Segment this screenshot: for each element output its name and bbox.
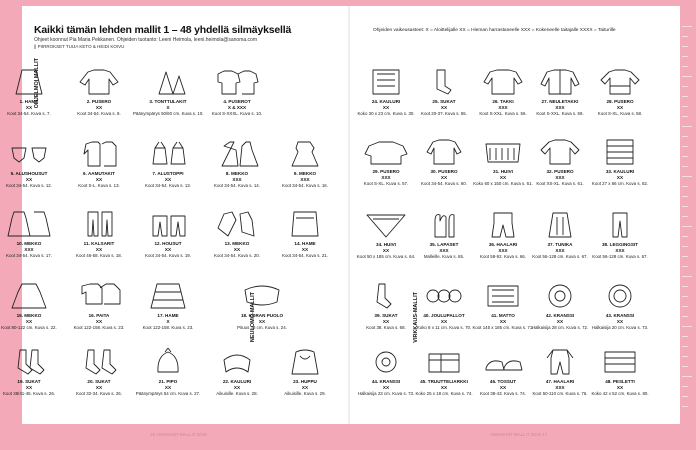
ruler-tick (682, 336, 688, 337)
garment-sketch (145, 140, 191, 168)
garment-sketch (214, 140, 260, 168)
section-label-neulo: NEULOMO-MALLIT (250, 292, 256, 343)
illustration-credit: || PIIRROKSET TUIJA KETO & HEIDI KOIVU (34, 44, 125, 49)
size-info: Koot 34-54. Kuva s. 21. (282, 252, 328, 258)
difficulty-level: XX (440, 319, 448, 324)
garment-sketch (6, 282, 52, 310)
garment-sketch (76, 348, 122, 376)
pattern-item (585, 138, 655, 187)
garment-sketch (145, 282, 191, 310)
size-info: Koot 34-54. Kuva s. 16. (282, 182, 328, 188)
difficulty-level: XX (616, 319, 624, 324)
pattern-name: 25. SUKAT (432, 99, 456, 104)
pattern-item (64, 210, 134, 259)
size-info: Koot S-XXL. Kuva s. 56. (479, 110, 527, 116)
difficulty-level: XXX (439, 248, 449, 253)
difficulty-level: XXX (381, 175, 391, 180)
difficulty-level: XX (382, 105, 390, 110)
garment-sketch (214, 348, 260, 376)
ruler-tick (682, 106, 688, 107)
garment-sketch (145, 348, 191, 376)
pattern-name: 21. PIPO (158, 379, 178, 384)
pattern-name: 22. KAULURI (222, 379, 252, 384)
pattern-name: 10. MEKKO (16, 241, 42, 246)
ruler-tick (682, 246, 688, 247)
difficulty-level: XX (616, 105, 624, 110)
difficulty-level: XXX (615, 248, 625, 253)
difficulty-level: XX (499, 175, 507, 180)
difficulty-level: XX (25, 105, 33, 110)
pattern-name: 17. HAME (157, 313, 179, 318)
pattern-name: 39. SUKAT (374, 313, 398, 318)
pattern-name: 40. JOULUPALLOT (423, 313, 465, 318)
pattern-name: 36. HAALARI (488, 242, 518, 247)
garment-sketch (145, 210, 191, 238)
page-ruler (682, 26, 694, 406)
section-label-virkkaa: VIRKKAUS-MALLIT (413, 292, 419, 343)
difficulty-level: XX (258, 319, 266, 324)
pattern-name: 34. HUIVI (376, 242, 396, 247)
size-info: Koot 32-34. Kuva s. 26. (76, 390, 122, 396)
difficulty-level: XX (382, 385, 390, 390)
ruler-tick (682, 86, 688, 87)
size-info: Koot 34-54. Kuva s. 7. (7, 110, 51, 116)
garment-sketch (597, 68, 643, 96)
pattern-name: 3. TONTTULAKIT (149, 99, 187, 104)
pattern-name: 47. HAALARI (545, 379, 575, 384)
garment-sketch (363, 211, 409, 239)
ruler-tick (682, 176, 692, 177)
difficulty-level: XX (301, 247, 309, 252)
difficulty-level: XXX (232, 177, 242, 182)
difficulty-level: XX (382, 248, 390, 253)
difficulty-level: XX (25, 319, 33, 324)
pattern-item (64, 68, 134, 117)
page-footer-right: ANNAKNIT MALLIT 2019 17 (490, 432, 548, 437)
ruler-tick (682, 136, 688, 137)
size-info: Aikuisille. Kuva s. 28. (216, 390, 258, 396)
size-info: Päänympärys 50/60 cm. Kuva s. 10. (133, 110, 204, 116)
pattern-name: 16. PAITA (88, 313, 110, 318)
difficulty-level: X (166, 105, 170, 110)
garment-sketch (363, 348, 409, 376)
difficulty-level: XX (164, 385, 172, 390)
garment-sketch (421, 68, 467, 96)
size-info: Koko 8 x 11 cm. Kuva s. 70. (416, 324, 472, 330)
size-info: Koot 34-54. Kuva s. 14. (214, 182, 260, 188)
ruler-tick (682, 366, 688, 367)
pattern-name: 20. SUKAT (87, 379, 111, 384)
size-info: Koot S-XL. Kuva s. 57. (363, 180, 409, 186)
pattern-name: 27. NEULETAKKI (541, 99, 579, 104)
pattern-item (0, 140, 64, 189)
difficulty-level: XX (440, 105, 448, 110)
pattern-name: 28. PUSERO (606, 99, 634, 104)
size-info: Koot 80-122 cm. Kuva s. 22. (1, 324, 57, 330)
difficulty-level: XX (499, 385, 507, 390)
size-info: Koot XS-XL. Kuva s. 61. (536, 180, 584, 186)
page-title: Kaikki tämän lehden mallit 1 – 48 yhdellä silmäyksellä (34, 24, 292, 36)
pattern-name: 29. PUSERO (372, 169, 400, 174)
pattern-name: 13. MEKKO (224, 241, 250, 246)
pattern-name: 14. HAME (294, 241, 316, 246)
ruler-tick (682, 66, 688, 67)
pattern-name: 18. KORAN PUOLO (240, 313, 284, 318)
difficulty-level: XX (164, 247, 172, 252)
ruler-tick (682, 216, 688, 217)
difficulty-level: XX (95, 319, 103, 324)
pattern-item (133, 68, 203, 117)
garment-sketch (480, 138, 526, 166)
garment-sketch (214, 210, 260, 238)
pattern-name: 9. MEKKO (293, 171, 317, 176)
pattern-item (133, 210, 203, 259)
garment-sketch (6, 140, 52, 168)
garment-sketch (537, 211, 583, 239)
ruler-tick (682, 166, 688, 167)
garment-sketch (282, 210, 328, 238)
size-info: Pituus 38 cm. Kuva s. 24. (237, 324, 287, 330)
pattern-item (202, 140, 272, 189)
ruler-tick (682, 236, 688, 237)
ruler-tick (682, 96, 688, 97)
pattern-name: 6. AAMUTAKIT (83, 171, 115, 176)
size-info: Koot 34-54. Kuva s. 13. (145, 182, 191, 188)
page-footer-left: 16 ANNAKNIT MALLIT 2019 (150, 432, 207, 437)
pattern-name: 43. KRANSSI (605, 313, 635, 318)
ruler-tick (682, 286, 688, 287)
pattern-item (202, 210, 272, 259)
size-info: Koot 56-128 cm. Kuva s. 67. (532, 253, 588, 259)
size-info: Koot 50 x 185 cm. Kuva s. 64. (356, 253, 416, 259)
size-info: Koot 38-43. Kuva s. 74. (480, 390, 526, 396)
pattern-name: 19. SUKAT (17, 379, 41, 384)
size-info: Koko 42 x 52 cm. Kuva s. 80. (591, 390, 649, 396)
pattern-name: 37. TUNIKA (547, 242, 573, 247)
difficulty-level: XXX (300, 177, 310, 182)
pattern-item (0, 68, 64, 117)
ruler-tick (682, 26, 692, 27)
pattern-name: 26. TAKKI (492, 99, 514, 104)
difficulty-level: XX (616, 175, 624, 180)
size-info: Halkaisija 20 cm. Kuva s. 73. (591, 324, 649, 330)
ruler-tick (682, 186, 688, 187)
difficulty-level: XX (164, 177, 172, 182)
pattern-item (202, 348, 272, 397)
size-info: Koot 34-54. Kuva s. 20. (214, 252, 260, 258)
section-label-ohjelmoi: OHJELMOI MALLIT (34, 58, 40, 109)
pattern-name: 23. HUPPU (293, 379, 317, 384)
difficulty-level: XXX (24, 247, 34, 252)
pattern-name: 4. PUSEROT (223, 99, 251, 104)
pattern-name: 5. ALUSHOUSUT (10, 171, 48, 176)
ruler-tick (682, 156, 688, 157)
pattern-item (0, 210, 64, 259)
difficulty-level: XX (616, 385, 624, 390)
size-info: Koot S-XL. Kuva s. 58. (597, 110, 643, 116)
garment-sketch (363, 138, 409, 166)
difficulty-level: X & XXX (227, 105, 247, 110)
difficulty-level: XXX (498, 248, 508, 253)
ruler-tick (682, 326, 692, 327)
difficulty-level: XX (440, 175, 448, 180)
ruler-tick (682, 256, 688, 257)
pattern-name: 2. PUSERO (86, 99, 112, 104)
garment-sketch (282, 348, 328, 376)
pattern-item (133, 348, 203, 397)
pattern-name: 38. LEGGINGSIT (602, 242, 638, 247)
size-info: Koot 56-128 cm. Kuva s. 67. (592, 253, 648, 259)
garment-sketch (597, 138, 643, 166)
garment-sketch (239, 282, 285, 310)
garment-sketch (6, 348, 52, 376)
pattern-item (133, 140, 203, 189)
ruler-tick (682, 296, 688, 297)
difficulty-level: XX (440, 385, 448, 390)
size-info: Koot S-XXL. Kuva s. 59. (536, 110, 584, 116)
garment-sketch (421, 282, 467, 310)
size-info: Koko 30 x 23 cm. Kuva s. 30. (357, 110, 415, 116)
garment-sketch (6, 210, 52, 238)
garment-sketch (480, 282, 526, 310)
pattern-name: 41. MATTO (491, 313, 515, 318)
difficulty-level: XX (499, 319, 507, 324)
difficulty-level: XX (233, 385, 241, 390)
difficulty-level: XX (95, 247, 103, 252)
difficulty-level: XX (301, 385, 309, 390)
garment-sketch (537, 348, 583, 376)
difficulty-level: XX (556, 319, 564, 324)
ruler-tick (682, 316, 688, 317)
pattern-item (133, 282, 203, 331)
pattern-name: 32. PUSERO (546, 169, 574, 174)
pattern-name: 44. KRANSSI (371, 379, 401, 384)
size-info: Aikuisille. Kuva s. 29. (284, 390, 326, 396)
size-info: Koot 145 x 185 cm. Kuva s. 71. (472, 324, 534, 330)
garment-sketch (597, 211, 643, 239)
difficulty-level: XX (95, 177, 103, 182)
ruler-tick (682, 76, 692, 77)
pattern-item (0, 348, 64, 397)
difficulty-level: XXX (555, 385, 565, 390)
size-info: Koko 25 x 18 cm. Kuva s. 74. (415, 390, 473, 396)
pattern-name: 46. TOSSUT (489, 379, 517, 384)
ruler-tick (682, 386, 688, 387)
pattern-item (585, 282, 655, 331)
garment-sketch (480, 68, 526, 96)
pattern-item (585, 348, 655, 397)
garment-sketch (76, 210, 122, 238)
pattern-item (227, 282, 297, 331)
pattern-item (270, 348, 340, 397)
ruler-tick (682, 36, 688, 37)
size-info: Koko 60 x 150 cm. Kuva s. 61. (473, 180, 533, 186)
ruler-tick (682, 206, 688, 207)
pattern-name: 42. KRANSSI (545, 313, 575, 318)
difficulty-legend: Ohjeiden vaikeusasteet: X = Aloittelijalle XX = Hieman harrastaneelle XXX = Kokeneelle taitajalle XXXX = Taiturille (373, 28, 616, 33)
garment-sketch (76, 140, 122, 168)
garment-sketch (421, 211, 467, 239)
garment-sketch (421, 348, 467, 376)
garment-sketch (363, 282, 409, 310)
pattern-item (0, 282, 64, 331)
ruler-tick (682, 306, 688, 307)
ruler-tick (682, 266, 688, 267)
ruler-tick (682, 376, 692, 377)
pattern-item (64, 140, 134, 189)
garment-sketch (76, 282, 122, 310)
ruler-tick (682, 146, 688, 147)
size-info: Koot 50-110 cm. Kuva s. 76. (532, 390, 588, 396)
difficulty-level: XXX (555, 105, 565, 110)
size-info: Koot 38/41-45. Kuva s. 26. (3, 390, 55, 396)
pattern-name: 24. KAULURI (371, 99, 401, 104)
garment-sketch (282, 140, 328, 168)
size-info: Päänympärys 54 cm. Kuva s. 27. (135, 390, 201, 396)
pattern-name: 11. KALSARIT (83, 241, 115, 246)
pattern-name: 35. LAPASET (429, 242, 459, 247)
pattern-item (202, 68, 272, 117)
size-info: Koot 27 x 66 cm. Kuva s. 62. (591, 180, 649, 186)
pattern-name: 7. ALUSTOPPI (152, 171, 184, 176)
garment-sketch (537, 68, 583, 96)
garment-sketch (597, 348, 643, 376)
pattern-item (64, 282, 134, 331)
difficulty-level: XX (95, 105, 103, 110)
difficulty-level: XX (233, 247, 241, 252)
size-info: Malleille. Kuva s. 65. (423, 253, 465, 259)
page-subtitle: Ohjeet koonnut Pia Maria Pekkanen. Ohjeiden tuotanto: Leeni Heimola, leeni.heimola@sanoma.com (34, 37, 257, 43)
ruler-tick (682, 356, 688, 357)
garment-sketch (76, 68, 122, 96)
ruler-tick (682, 46, 688, 47)
ruler-tick (682, 346, 688, 347)
garment-sketch (537, 282, 583, 310)
pattern-name: 1. HAME (19, 99, 39, 104)
size-info: Koot 34-54. Kuva s. 8. (77, 110, 121, 116)
difficulty-level: XXX (498, 105, 508, 110)
ruler-tick (682, 56, 688, 57)
size-info: Koot 34-54. Kuva s. 12. (6, 182, 52, 188)
size-info: Halkaisija 23 cm. Kuva s. 73. (357, 390, 415, 396)
size-info: Koot 20-37. Kuva s. 55. (421, 110, 467, 116)
difficulty-level: X (166, 319, 170, 324)
pattern-name: 12. HOUSUT (154, 241, 182, 246)
difficulty-level: XXX (555, 175, 565, 180)
difficulty-level: XX (95, 385, 103, 390)
garment-sketch (480, 211, 526, 239)
garment-sketch (480, 348, 526, 376)
size-info: Koot 58-92. Kuva s. 66. (480, 253, 526, 259)
size-info: Koot S-XXXL. Kuva s. 10. (211, 110, 263, 116)
pattern-name: 31. HUIVI (493, 169, 513, 174)
size-info: Halkaisija 28 cm. Kuva s. 72. (531, 324, 589, 330)
ruler-tick (682, 396, 688, 397)
size-info: Koot 34-54. Kuva s. 17. (6, 252, 52, 258)
pattern-name: 8. MEKKO (225, 171, 249, 176)
difficulty-level: XX (25, 385, 33, 390)
garment-sketch (421, 138, 467, 166)
size-info: Koot S-L. Kuva s. 13. (78, 182, 120, 188)
difficulty-level: XX (25, 177, 33, 182)
difficulty-level: XX (382, 319, 390, 324)
ruler-tick (682, 126, 692, 127)
ruler-tick (682, 196, 688, 197)
size-info: Koot 38. Kuva s. 68. (366, 324, 406, 330)
garment-sketch (214, 68, 260, 96)
ruler-tick (682, 116, 688, 117)
pattern-item (64, 348, 134, 397)
ruler-tick (682, 276, 692, 277)
pattern-name: 30. PUSERO (430, 169, 458, 174)
pattern-name: 15. MEKKO (16, 313, 42, 318)
pattern-name: 48. PESLETTI (605, 379, 635, 384)
pattern-item (585, 68, 655, 117)
garment-sketch (145, 68, 191, 96)
pattern-item (270, 210, 340, 259)
ruler-tick (682, 226, 692, 227)
pattern-item (585, 211, 655, 260)
garment-sketch (537, 138, 583, 166)
pattern-name: 33. KAULURI (605, 169, 635, 174)
pattern-name: 45. TRUUTTELIARKKI (420, 379, 468, 384)
garment-sketch (6, 68, 52, 96)
size-info: Koot 34-54. Kuva s. 60. (421, 180, 467, 186)
size-info: Koot 34-54. Kuva s. 19. (145, 252, 191, 258)
pattern-item (270, 140, 340, 189)
size-info: Koot 122-158. Kuva s. 23. (73, 324, 125, 330)
size-info: Koot 46-58. Kuva s. 18. (76, 252, 122, 258)
difficulty-level: XXX (555, 248, 565, 253)
garment-sketch (363, 68, 409, 96)
garment-sketch (597, 282, 643, 310)
ruler-tick (682, 406, 688, 407)
page-gutter (348, 6, 350, 424)
size-info: Koot 122-158. Kuva s. 23. (142, 324, 194, 330)
